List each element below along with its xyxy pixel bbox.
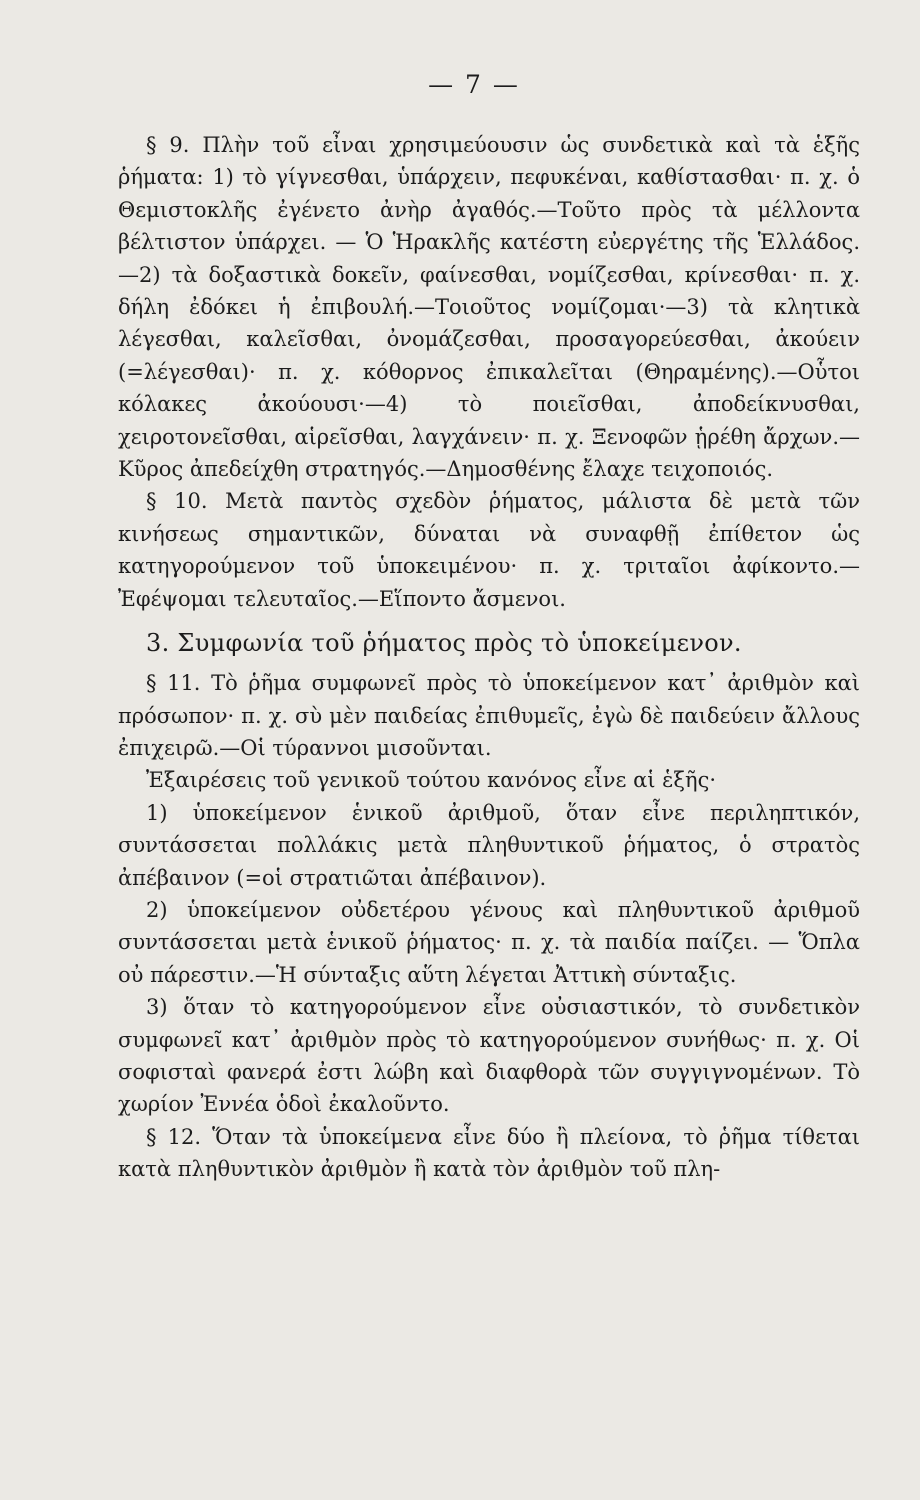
section-11-paragraph: § 11. Τὸ ῥῆμα συμφωνεῖ πρὸς τὸ ὑποκείμενον κατ᾽ ἀριθμὸν καὶ πρόσωπον· π. χ. σὺ μὲν παιδείας ἐπιθυμεῖς, ἐγὼ δὲ παιδεύειν ἄλλους ἐπιχειρῶ.—Οἱ τύραννοι μισοῦνται.	[118, 671, 860, 760]
exception-1-paragraph: 1) ὑποκείμενον ἑνικοῦ ἀριθμοῦ, ὅταν εἶνε περιληπτικόν, συντάσσεται πολλάκις μετὰ πληθυντικοῦ ῥήματος, ὁ στρατὸς ἀπέβαινον (=οἱ στρατιῶται ἀπέβαινον).	[118, 800, 860, 890]
exception-2-paragraph: 2) ὑποκείμενον οὐδετέρου γένους καὶ πληθυντικοῦ ἀριθμοῦ συντάσσεται μετὰ ἑνικοῦ ῥήματος· π. χ. τὰ παιδία παίζει. — Ὅπλα οὐ πάρεστιν.—Ἡ σύνταξις αὕτη λέγεται Ἀττικὴ σύνταξις.	[118, 897, 860, 987]
page-number: — 7 —	[428, 70, 520, 99]
exception-3-paragraph: 3) ὅταν τὸ κατηγορούμενον εἶνε οὐσιαστικόν, τὸ συνδετικὸν συμφωνεῖ κατ᾽ ἀριθμὸν πρὸς τὸ κατηγορούμενον συνήθως· π. χ. Οἱ σοφισταὶ φανερά ἐστι λώβη καὶ διαφθορὰ τῶν συγγιγνομένων. Τὸ χωρίον Ἐννέα ὁδοὶ ἐκαλοῦντο.	[118, 995, 860, 1117]
exceptions-intro: Ἐξαιρέσεις τοῦ γενικοῦ τούτου κανόνος εἶνε αἱ ἑξῆς·	[146, 768, 717, 793]
section-10-paragraph: § 10. Μετὰ παντὸς σχεδὸν ῥήματος, μάλιστα δὲ μετὰ τῶν κινήσεως σημαντικῶν, δύναται νὰ συναφθῇ ἐπίθετον ὡς κατηγορούμενον τοῦ ὑποκειμένου· π. χ. τριταῖοι ἀφίκοντο.—Ἐφέψομαι τελευταῖος.—Εἵποντο ἄσμενοι.	[118, 489, 860, 611]
chapter-heading-3: 3. Συμφωνία τοῦ ῥήματος πρὸς τὸ ὑποκείμενον.	[146, 629, 742, 658]
section-9-paragraph: § 9. Πλὴν τοῦ εἶναι χρησιμεύουσιν ὡς συνδετικὰ καὶ τὰ ἑξῆς ῥήματα: 1) τὸ γίγνεσθαι, ὑπάρχειν, πεφυκέναι, καθίστασθαι· π. χ. ὁ Θεμιστοκλῆς ἐγένετο ἀνὴρ ἀγαθός.—Τοῦτο πρὸς τὰ μέλλοντα βέλτιστον ὑπάρχει. — Ὁ Ἡρακλῆς κατέστη εὐεργέτης τῆς Ἑλλάδος.—2) τὰ δοξαστικὰ δοκεῖν, φαίνεσθαι, νομίζεσθαι, κρίνεσθαι· π. χ. δήλη ἐδόκει ἡ ἐπιβουλή.—Τοιοῦτος νομίζομαι·—3) τὰ κλητικὰ λέγεσθαι, καλεῖσθαι, ὀνομάζεσθαι, προσαγορεύεσθαι, ἀκούειν (=λέγεσθαι)· π. χ. κόθορνος ἐπικαλεῖται (Θηραμένης).—Οὗτοι κόλακες ἀκούουσι·—4) τὸ ποιεῖσθαι, ἀποδείκνυσθαι, χειροτονεῖσθαι, αἱρεῖσθαι, λαγχάνειν· π. χ. Ξενοφῶν ᾑρέθη ἄρχων.—Κῦρος ἀπεδείχθη στρατηγός.—Δημοσθένης ἔλαχε τειχοποιός.	[118, 133, 860, 482]
section-12-paragraph: § 12. Ὅταν τὰ ὑποκείμενα εἶνε δύο ἢ πλείονα, τὸ ῥῆμα τίθεται κατὰ πληθυντικὸν ἀριθμὸν ἢ κατὰ τὸν ἀριθμὸν τοῦ πλη-	[118, 1124, 860, 1182]
